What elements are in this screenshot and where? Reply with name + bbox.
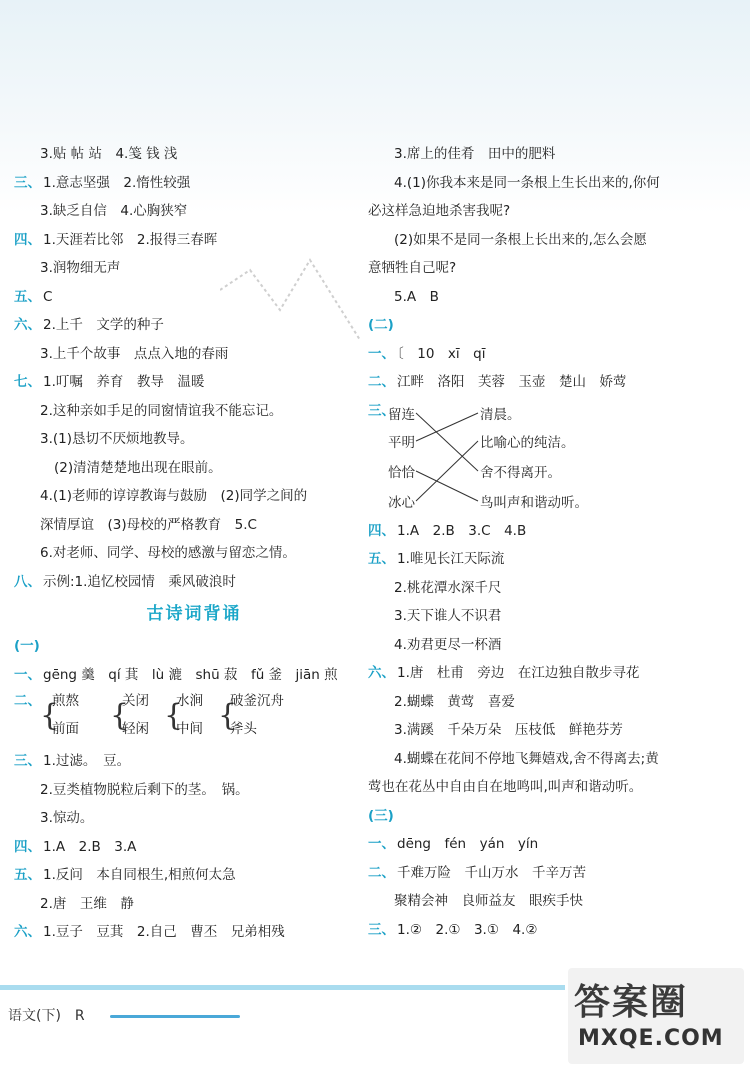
- answer-line: 七、 1.叮嘱 养育 教导 温暖: [14, 374, 205, 390]
- brace-icon: {: [40, 698, 60, 733]
- answer-line: 3.贴 帖 站 4.笺 钱 浅: [40, 146, 178, 162]
- section-marker: 三、: [14, 174, 41, 191]
- section-marker: 四、: [14, 838, 41, 855]
- answer-line: 一、 〔 10 xī qī: [368, 345, 486, 362]
- brace-icon: {: [218, 698, 238, 733]
- match-line: [416, 413, 478, 471]
- section-marker: 三、: [14, 753, 41, 769]
- section-marker: 六、: [14, 317, 41, 333]
- answer-line: 3.满蹊 千朵万朵 压枝低 鲜艳芬芳: [394, 722, 623, 738]
- answer-line: 六、 1.豆子 豆萁 2.自己 曹丕 兄弟相残: [14, 924, 285, 940]
- answer-line: 三、 1.意志坚强 2.惰性较强: [14, 174, 191, 191]
- watermark-logo: [568, 968, 744, 1064]
- answer-line: 八、 示例:1.追忆校园情 乘风破浪时: [14, 573, 236, 590]
- section-marker: 六、: [368, 665, 395, 681]
- answer-line: 四、 1.A 2.B 3.A: [14, 838, 137, 855]
- section-marker: 一、: [14, 666, 41, 683]
- answer-line: 3.缺乏自信 4.心胸狭窄: [40, 203, 188, 219]
- answer-line: 6.对老师、同学、母校的感激与留恋之情。: [40, 545, 296, 561]
- brace-icon: {: [164, 698, 184, 733]
- answer-line: 二、 江畔 洛阳 芙蓉 玉壶 楚山 娇莺: [368, 374, 627, 390]
- answer-line: 3.席上的佳肴 田中的肥料: [394, 146, 556, 162]
- part-heading: (一): [14, 638, 40, 654]
- section-marker: 四、: [368, 522, 395, 539]
- section-marker: 五、: [14, 288, 41, 305]
- footer-band: [0, 985, 565, 990]
- answer-line: (2)清清楚楚地出现在眼前。: [54, 459, 222, 476]
- answer-line: 五、 1.反问 本自同根生,相煎何太急: [14, 867, 236, 883]
- part-heading: (二): [368, 317, 394, 333]
- section-marker: 六、: [14, 924, 41, 940]
- match-left: 平明: [388, 434, 415, 451]
- section-marker: 三、: [368, 402, 395, 419]
- watermark-title: 答案圈: [574, 982, 689, 1023]
- section-marker: 二、: [368, 374, 395, 390]
- answer-line: 意牺牲自己呢?: [368, 260, 457, 276]
- answer-line: 3.(1)恳切不厌烦地教导。: [40, 431, 194, 447]
- part-heading: (三): [368, 807, 394, 824]
- answer-line: 一、 dēng fén yán yín: [368, 836, 539, 852]
- right-column: [368, 140, 728, 944]
- answer-line: 3.天下谁人不识君: [394, 608, 502, 624]
- answer-line: 5.A B: [394, 288, 439, 305]
- answer-line: 2.唐 王维 静: [40, 895, 134, 912]
- matching-lines: [368, 397, 568, 517]
- answer-line: 必这样急迫地杀害我呢?: [368, 203, 511, 219]
- watermark-url: MXQE.COM: [578, 1026, 724, 1051]
- match-right: 鸟叫声和谐动听。: [480, 494, 588, 511]
- footer-label: 语文(下) R: [8, 1008, 85, 1024]
- answer-line: 一、 gēng 羹 qí 萁 lù 漉 shū 菽 fǔ 釜 jiān 煎: [14, 666, 338, 683]
- paper-fold-shadow: [220, 230, 380, 350]
- answer-line: 2.蝴蝶 黄莺 喜爱: [394, 693, 515, 710]
- match-line: [416, 413, 478, 441]
- match-right: 清晨。: [480, 406, 521, 423]
- word-groups: 二、 { 煎熬 前面 { 关闭 轻闲 { 水涧 中间 { 破釜沉舟 斧头: [14, 689, 374, 747]
- match-right: 舍不得离开。: [480, 464, 561, 481]
- answer-line: 二、 千难万险 千山万水 千辛万苦: [368, 864, 586, 881]
- answer-line: 2.豆类植物脱粒后剩下的茎。 锅。: [40, 781, 249, 798]
- section-marker: 七、: [14, 374, 41, 390]
- match-left: 冰心: [388, 494, 415, 511]
- section-marker: 八、: [14, 573, 41, 590]
- answer-line: 3.惊动。: [40, 810, 94, 826]
- answer-line: 4.蝴蝶在花间不停地飞舞嬉戏,舍不得离去;黄: [394, 750, 659, 767]
- match-left: 留连: [388, 406, 415, 423]
- section-marker: 四、: [14, 231, 41, 248]
- section-marker: 三、: [368, 921, 395, 938]
- answer-line: 六、 2.上千 文学的种子: [14, 317, 164, 333]
- answer-line: 2.这种亲如手足的同窗情谊我不能忘记。: [40, 402, 283, 419]
- answer-line: 五、 1.唯见长江天际流: [368, 551, 505, 567]
- section-marker: 五、: [14, 867, 41, 883]
- section-marker: 二、: [14, 693, 41, 709]
- answer-line: 四、 1.天涯若比邻 2.报得三春晖: [14, 231, 218, 248]
- footer-underline: [110, 1015, 240, 1018]
- answer-line: 聚精会神 良师益友 眼疾手快: [394, 893, 583, 909]
- answer-line: 4.(1)老师的谆谆教诲与鼓励 (2)同学之间的: [40, 488, 308, 504]
- match-right: 比喻心的纯洁。: [480, 434, 575, 451]
- answer-line: 深情厚谊 (3)母校的严格教育 5.C: [40, 516, 257, 533]
- match-line: [416, 441, 478, 501]
- section-title: 古诗词背诵: [146, 604, 242, 624]
- answer-line: 3.润物细无声: [40, 260, 121, 276]
- section-marker: 五、: [368, 551, 395, 567]
- answer-line: 五、 C: [14, 288, 53, 305]
- answer-line: 莺也在花丛中自由自在地鸣叫,叫声和谐动听。: [368, 779, 643, 795]
- answer-line: 六、 1.唐 杜甫 旁边 在江边独自散步寻花: [368, 665, 640, 681]
- match-left: 恰恰: [388, 464, 415, 481]
- answer-line: 3.上千个故事 点点入地的春雨: [40, 345, 229, 362]
- matching-exercise: [368, 397, 728, 517]
- match-line: [416, 471, 478, 501]
- section-marker: 一、: [368, 345, 395, 362]
- answer-line: 4.劝君更尽一杯酒: [394, 636, 502, 653]
- section-marker: 一、: [368, 836, 395, 852]
- brace-icon: {: [110, 698, 130, 733]
- answer-line: 三、 1.过滤。 豆。: [14, 753, 131, 769]
- answer-line: 三、 1.② 2.① 3.① 4.②: [368, 921, 538, 938]
- answer-line: (2)如果不是同一条根上长出来的,怎么会愿: [394, 231, 647, 248]
- answer-line: 四、 1.A 2.B 3.C 4.B: [368, 522, 527, 539]
- answer-line: 4.(1)你我本来是同一条根上生长出来的,你何: [394, 174, 660, 191]
- section-marker: 二、: [368, 864, 395, 881]
- answer-line: 2.桃花潭水深千尺: [394, 579, 502, 596]
